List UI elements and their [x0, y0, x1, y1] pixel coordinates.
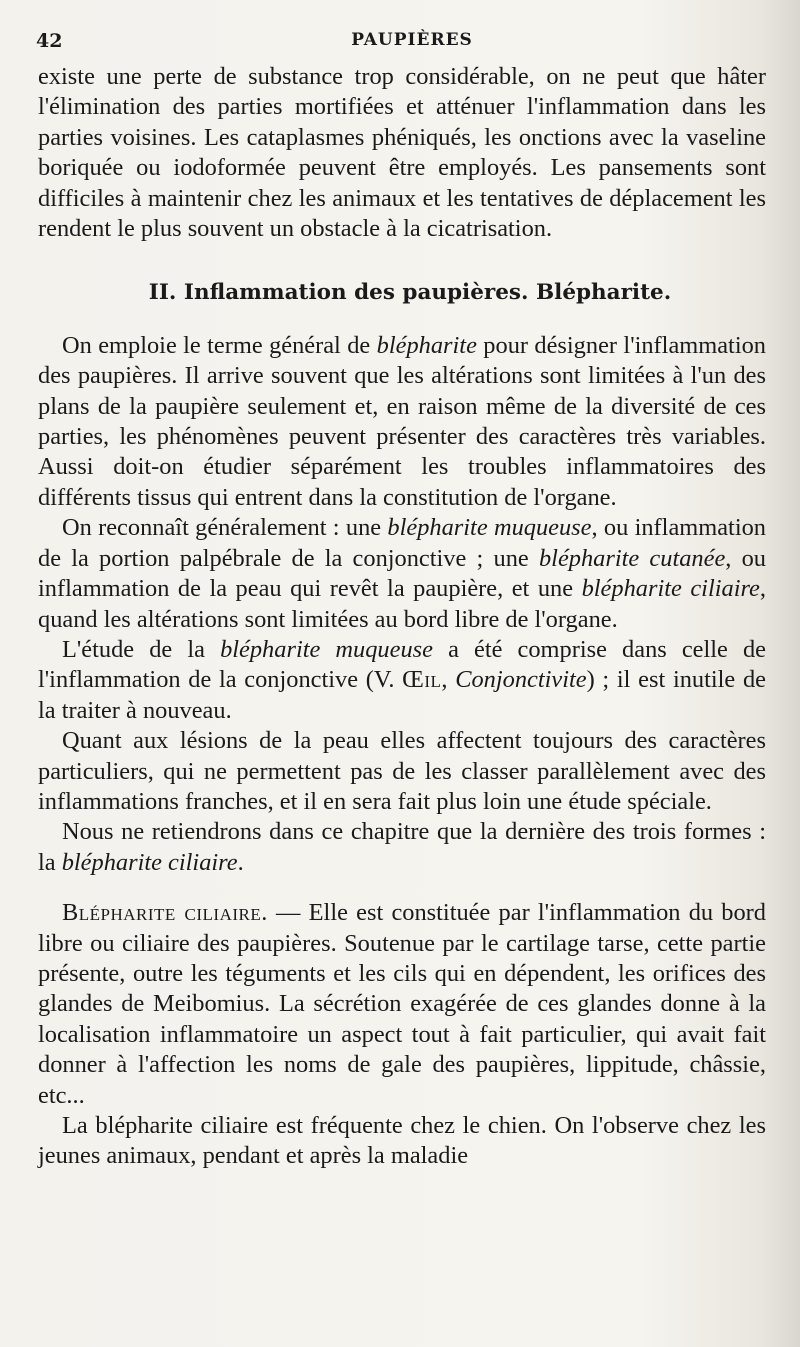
text-run: ) ; il est inutile de la traiter à nouveau.	[38, 666, 766, 724]
paragraph-continuation: existe une perte de substance trop considérable, on ne peut que hâter l'élimination des parties mortifiées et atténuer l'inflammation dans les parties voisines. Les cataplasmes phéniqués, les onctions avec la vaseline boriquée ou iodoformée peuvent être employés. Les pansements sont difficiles à maintenir chez les animaux et les tentatives de déplacement les rendent le plus souvent un obstacle à la cicatrisation.	[38, 63, 766, 243]
text-run: On reconnaît généralement : une	[62, 514, 388, 542]
body-text	[38, 62, 766, 1172]
page-number: 42	[36, 30, 63, 52]
text-run: a été comprise dans celle de l'inflammation de la conjonctive (V.	[38, 635, 767, 694]
italic-term: blépharite	[376, 331, 477, 359]
text-run: , ou inflammation de la portion palpébrale de la conjonctive ; une	[38, 514, 766, 572]
text-run: — Elle est constituée par l'inflammation du bord libre ou ciliaire des paupières. Soutenue par le cartilage tarse, cette partie présente, outre les téguments et les cils qui en dépendent, les orifices des glandes de Meibomius. La sécrétion exagérée de ces glandes donne à la localisation inflammatoire un aspect tout à fait particulier, qui avait fait donner à l'affection les noms de gale des paupières, lippitude, châssie, etc...	[38, 899, 766, 1109]
paragraph-peau: Quant aux lésions de la peau elles affectent toujours des caractères particuliers, qui ne permettent pas de les classer parallèlement avec des inflammations franches, et il en sera fait plus loin une étude spéciale.	[38, 727, 766, 815]
smallcaps-subheading: Blépharite ciliaire.	[62, 899, 268, 927]
paragraph-gap	[38, 878, 766, 898]
paragraph-forms	[38, 513, 766, 635]
running-title: PAUPIÈRES	[351, 30, 473, 50]
section-heading: II. Inflammation des paupières. Blépharite.	[148, 280, 672, 306]
text-run: On emploie le terme général de	[62, 331, 377, 359]
paragraph-definition	[38, 331, 766, 513]
page-header	[36, 30, 760, 60]
italic-term: blépharite muqueuse	[220, 635, 433, 663]
italic-term: blépharite cutanée	[538, 544, 726, 572]
text-run: L'étude de la	[62, 635, 221, 663]
italic-term: blépharite ciliaire	[61, 848, 238, 876]
italic-term: blépharite muqueuse	[387, 514, 592, 542]
text-run: ,	[441, 666, 456, 694]
italic-term: blépharite ciliaire	[581, 575, 760, 603]
text-run: , quand les altérations sont limitées au bord libre de l'organe.	[38, 575, 766, 633]
text-run: .	[237, 848, 244, 876]
paragraph-frequence: La blépharite ciliaire est fréquente chez le chien. On l'observe chez les jeunes animaux, pendant et après la maladie	[38, 1112, 766, 1170]
paragraph-retiendrons	[38, 817, 766, 878]
text-run: Nous ne retiendrons dans ce chapitre que la dernière des trois formes : la	[38, 818, 766, 876]
text-run: pour désigner l'inflammation des paupières. Il arrive souvent que les altérations sont limitées à l'un des plans de la paupière seulement et, en raison même de la diversité de ces parties, les phénomènes peuvent présenter des caractères très variables. Aussi doit-on étudier séparément les troubles inflammatoires des différents tissus qui entrent dans la constitution de l'organe.	[38, 331, 766, 511]
paragraph-muqueuse	[38, 635, 766, 726]
smallcaps-reference: Œil	[402, 666, 442, 694]
italic-term: Conjonctivite	[455, 666, 587, 694]
paragraph-blepharite-ciliaire	[38, 898, 766, 1111]
text-run: , ou inflammation de la peau qui revêt la paupière, et une	[38, 544, 766, 603]
